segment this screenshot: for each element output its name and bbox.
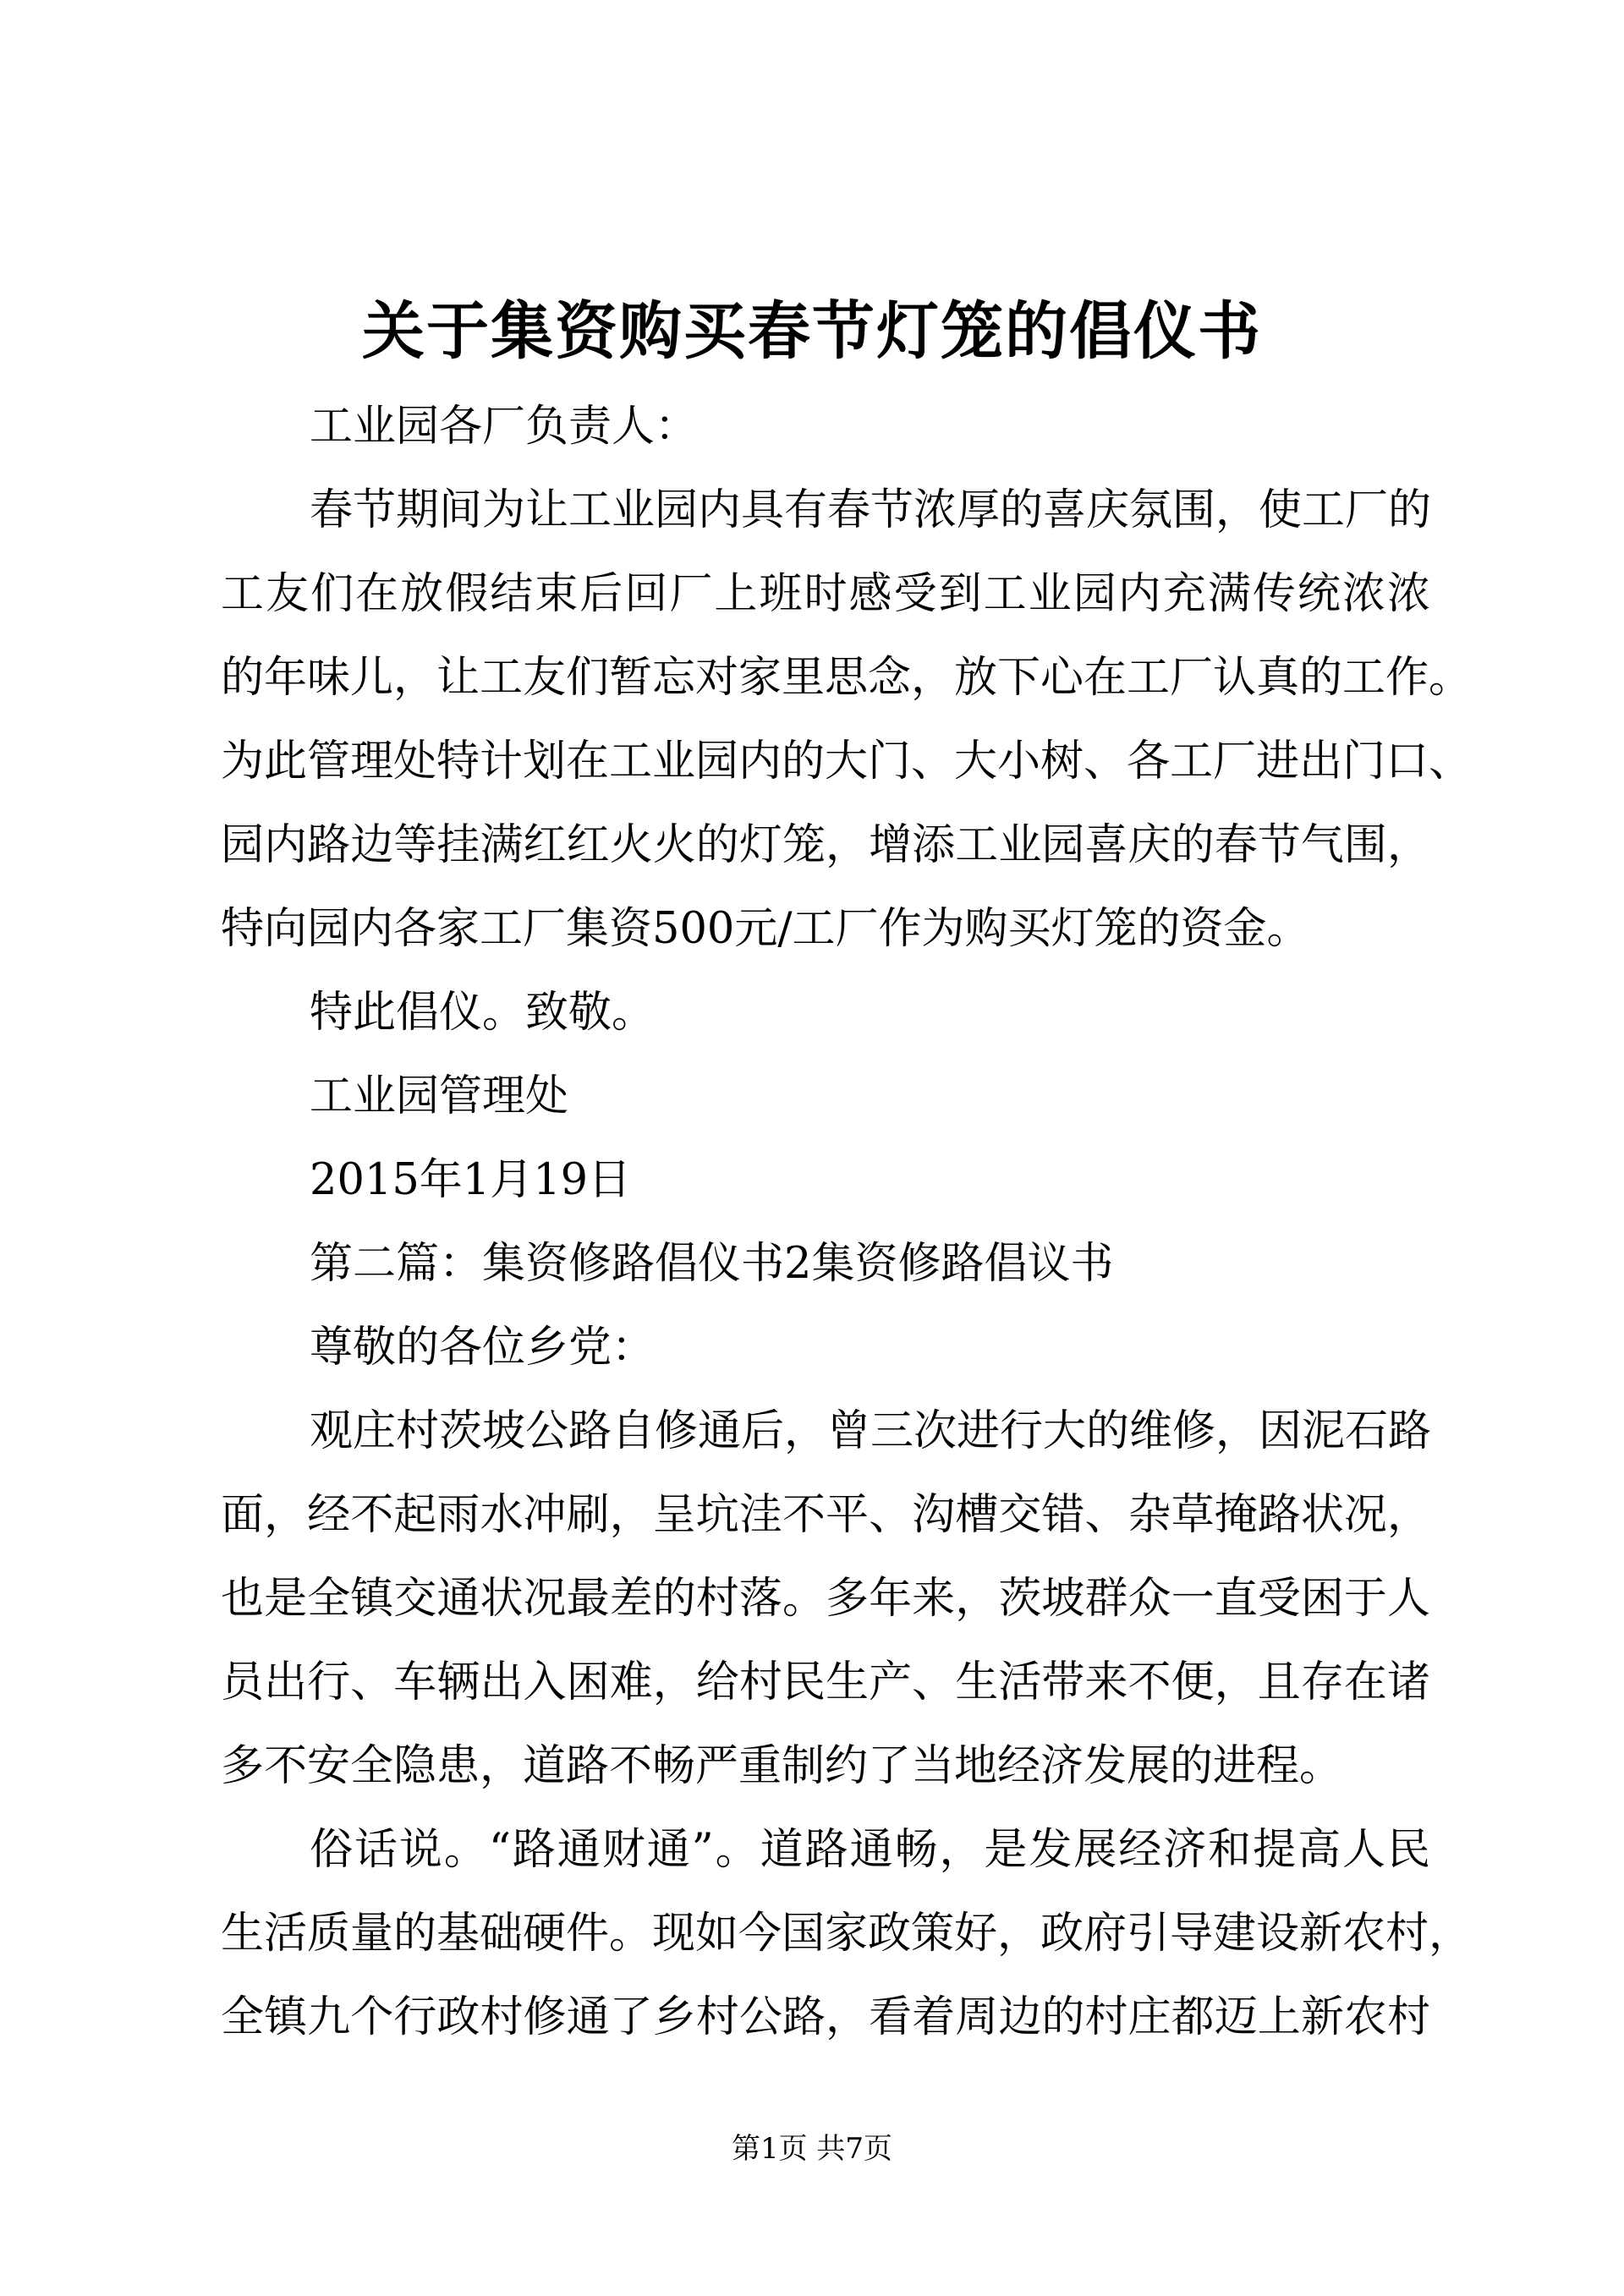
paragraph-line: 园内路边等挂满红红火火的灯笼，增添工业园喜庆的春节气围， xyxy=(221,820,1430,870)
paragraph-line: 面，经不起雨水冲刷，呈坑洼不平、沟槽交错、杂草掩路状况， xyxy=(221,1490,1430,1540)
page-number: 第1页 共7页 xyxy=(731,2132,893,2166)
paragraph-line: 全镇九个行政村修通了乡村公路，看着周边的村庄都迈上新农村 xyxy=(221,1992,1430,2042)
salutation: 工业园各厂负责人： xyxy=(310,402,699,452)
paragraph-line: 俗话说。“路通财通”。道路通畅，是发展经济和提高人民 xyxy=(310,1825,1430,1875)
paragraph-line: 的年味儿，让工友们暂忘对家里思念，放下心在工厂认真的工作。 xyxy=(221,653,1473,703)
document-body xyxy=(221,385,1473,2059)
paragraph-line: 多不安全隐患，道路不畅严重制约了当地经济发展的进程。 xyxy=(221,1741,1343,1791)
paragraph-line: 工友们在放假结束后回厂上班时感受到工业园内充满传统浓浓 xyxy=(221,569,1430,619)
date-line: 2015年1月19日 xyxy=(310,1155,632,1205)
document-title: 关于集资购买春节灯笼的倡仪书 xyxy=(362,295,1262,368)
paragraph-line: 生活质量的基础硬件。现如今国家政策好，政府引导建设新农村， xyxy=(221,1909,1473,1959)
paragraph-line: 观庄村茨坡公路自修通后，曾三次进行大的维修，因泥石路 xyxy=(310,1406,1432,1456)
paragraph-line: 也是全镇交通状况最差的村落。多年来，茨坡群众一直受困于人 xyxy=(221,1574,1430,1624)
signature-line: 工业园管理处 xyxy=(310,1071,569,1121)
paragraph-line: 特向园内各家工厂集资500元/工厂作为购买灯笼的资金。 xyxy=(221,904,1310,954)
closing-line: 特此倡仪。致敬。 xyxy=(310,988,656,1038)
paragraph-line: 春节期间为让工业园内具有春节浓厚的喜庆氛围，使工厂的 xyxy=(310,485,1432,535)
paragraph-line: 员出行、车辆出入困难，给村民生产、生活带来不便，且存在诸 xyxy=(221,1658,1430,1707)
salutation: 尊敬的各位乡党： xyxy=(310,1323,656,1373)
paragraph-line: 为此管理处特计划在工业园内的大门、大小树、各工厂进出门口、 xyxy=(221,737,1473,786)
section-heading: 第二篇：集资修路倡仪书2集资修路倡议书 xyxy=(310,1239,1114,1289)
